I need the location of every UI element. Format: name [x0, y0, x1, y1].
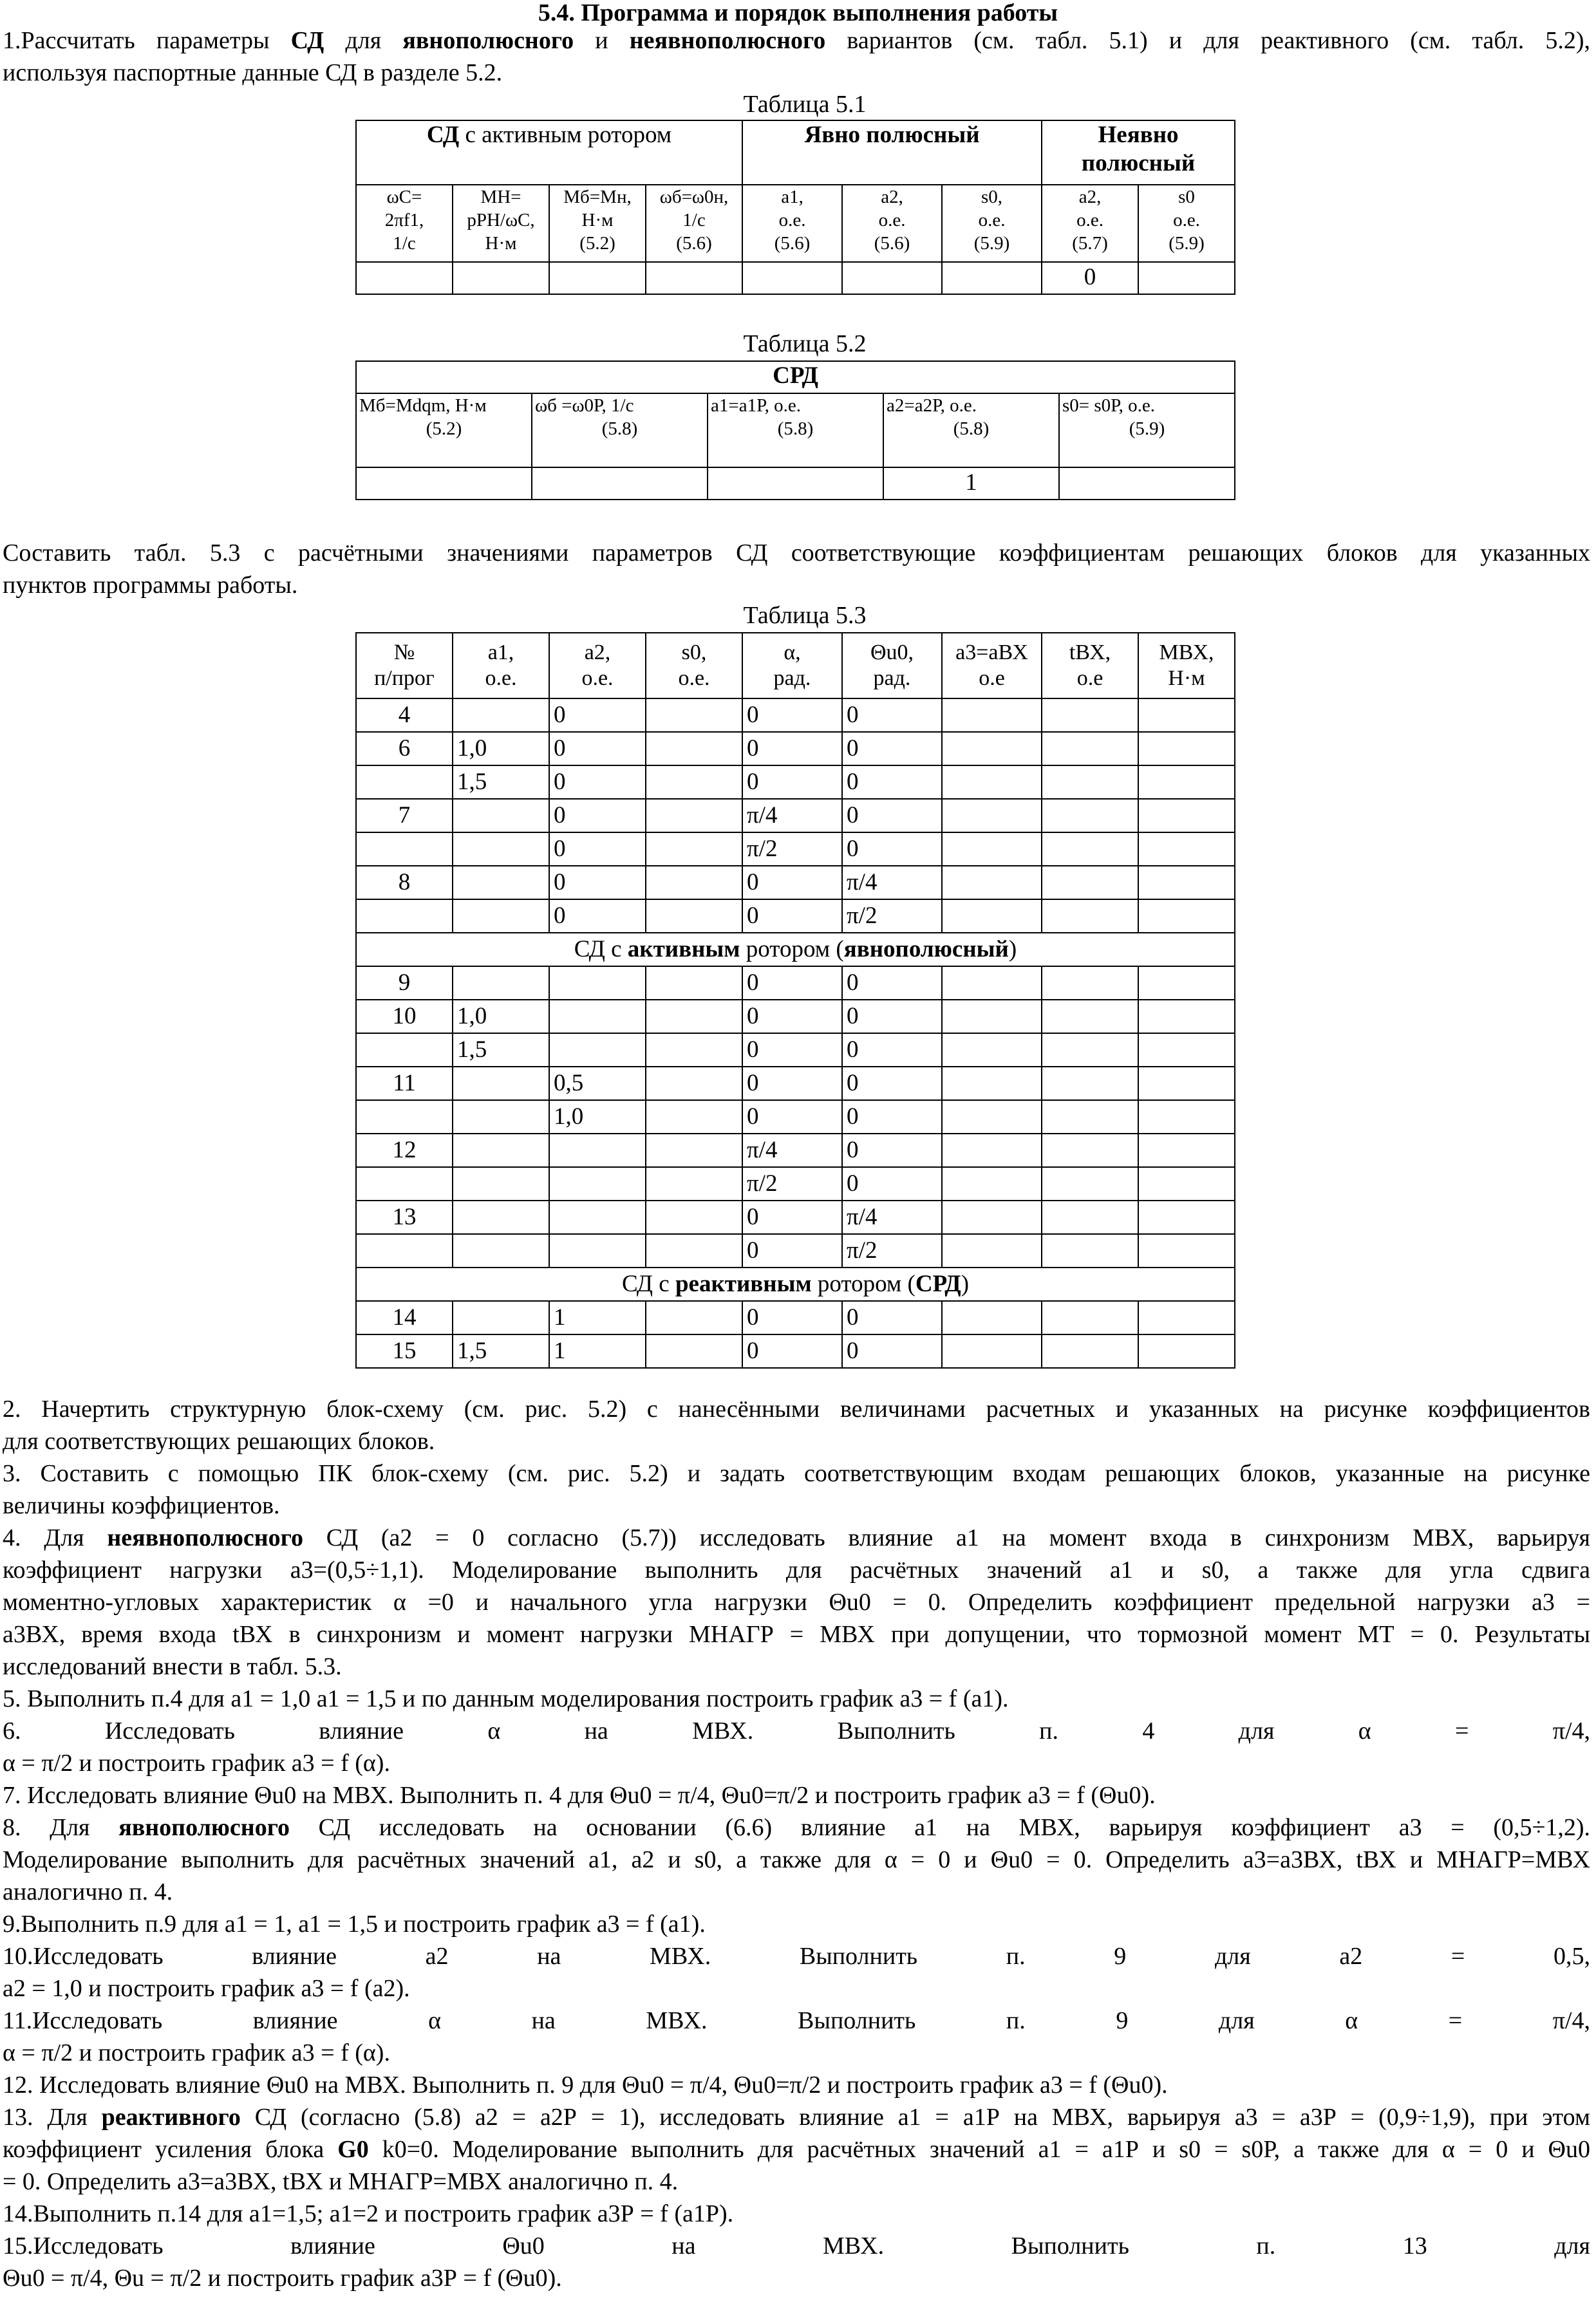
table-row: [356, 1334, 1235, 1368]
table-5-1-a2-value: 0: [1042, 262, 1138, 294]
table-row: [356, 1000, 1235, 1033]
table-5-1-group-salient: Явно полюсный: [742, 120, 1042, 185]
paragraph-compose: Составить табл. 5.3 с расчётными значениями параметров СД соответствующие коэффициентам решающих блоков для указанных пунктов программы работы.: [3, 539, 1590, 599]
table-5-3-cell-alpha: π/4: [742, 799, 842, 832]
table-5-3-cell-a1: [453, 1134, 549, 1167]
table-5-3-cell-alpha: 0: [742, 1067, 842, 1100]
table-5-1-col-header: ωС= 2πf1, 1/с: [356, 185, 453, 262]
table-5-3-cell-a1: [453, 966, 549, 1000]
table-5-3-cell-theta: 0: [842, 698, 942, 732]
section-title: 5.4. Программа и порядок выполнения работы: [538, 0, 1058, 26]
table-5-3-cell-a1: [453, 1167, 549, 1201]
table-5-3-cell-a1: [453, 1301, 549, 1334]
table-5-1-col-header: s0 о.е. (5.9): [1138, 185, 1235, 262]
table-5-3-cell-s0: [646, 1301, 742, 1334]
table-5-2-col-header: a1=a1Р, о.е. (5.8): [708, 393, 883, 467]
table-row: [356, 1301, 1235, 1334]
table-5-3-cell-alpha: 0: [742, 899, 842, 933]
table-5-3-cell-s0: [646, 1234, 742, 1268]
table-5-1-col-header: s0, о.е. (5.9): [942, 185, 1042, 262]
table-5-3-cell-s0: [646, 1201, 742, 1234]
table-5-3-cell-a2: 0: [549, 732, 646, 765]
table-5-1-col-header: a2, о.е. (5.6): [842, 185, 942, 262]
table-row: [356, 732, 1235, 765]
table-5-3-cell-s0: [646, 1067, 742, 1100]
table-5-3-cell-a1: [453, 698, 549, 732]
table-5-3-cell-a1: 1,0: [453, 732, 549, 765]
table-5-3-cell-n: [356, 1167, 453, 1201]
table-5-3-cell-alpha: 0: [742, 1234, 842, 1268]
table-row: [356, 1067, 1235, 1100]
table-5-3-cell-n: 8: [356, 866, 453, 899]
table-5-2: [355, 360, 1235, 500]
table-5-1-col-header: MН= pPН/ωС, Н·м: [453, 185, 549, 262]
table-5-3-cell-a1: [453, 1201, 549, 1234]
table-5-3-cell-s0: [646, 765, 742, 799]
table-5-3-cell-a2: [549, 1134, 646, 1167]
table-5-3-cell-s0: [646, 1167, 742, 1201]
table-5-3-cell-theta: 0: [842, 966, 942, 1000]
table-5-3-cell-alpha: π/4: [742, 1134, 842, 1167]
paragraph-8: 8. Для явнополюсного СД исследовать на основании (6.6) влияние a1 на MВХ, варьируя коэффициент a3 = (0,5÷1,2). Моделирование выполнить для расчётных значений a1, a2 и s0, а также для α = 0 и Θu0 = 0. Определить a3=a3ВХ, tВХ и MНАГР=MВХ аналогично п. 4.: [3, 1814, 1590, 1905]
table-5-3-cell-s0: [646, 832, 742, 866]
table-5-3-cell-theta: 0: [842, 1033, 942, 1067]
table-5-3-cell-a2: [549, 1033, 646, 1067]
table-5-3-cell-a2: 1: [549, 1334, 646, 1368]
table-5-3-cell-n: 11: [356, 1067, 453, 1100]
table-5-3-cell-a2: 1,0: [549, 1100, 646, 1134]
table-5-3-header-row: [356, 633, 1235, 698]
table-5-3-cell-s0: [646, 1100, 742, 1134]
paragraph-1: 1.Рассчитать параметры СД для явнополюсного и неявнополюсного вариантов (см. табл. 5.1) и для реактивного (см. табл. 5.2), используя паспортные данные СД в разделе 5.2.: [3, 27, 1590, 86]
paragraph-11: 11.Исследовать влияние α на MВХ. Выполнить п. 9 для α = π/4, α = π/2 и построить график a3 = f (α).: [3, 2007, 1590, 2066]
table-5-3-cell-a2: 0: [549, 698, 646, 732]
table-5-3-cell-theta: 0: [842, 1100, 942, 1134]
table-5-3-cell-a1: [453, 832, 549, 866]
table-5-3-cell-theta: 0: [842, 1067, 942, 1100]
table-5-3: [355, 632, 1235, 1369]
table-5-3-cell-theta: π/4: [842, 1201, 942, 1234]
table-5-3-cell-n: 15: [356, 1334, 453, 1368]
table-5-3-cell-alpha: 0: [742, 1033, 842, 1067]
table-5-3-cell-a2: 0: [549, 899, 646, 933]
table-5-3-cell-n: 14: [356, 1301, 453, 1334]
table-5-3-cell-theta: π/2: [842, 1234, 942, 1268]
table-row: [356, 1100, 1235, 1134]
paragraph-13: 13. Для реактивного СД (согласно (5.8) a2 = a2Р = 1), исследовать влияние a1 = a1Р на MВХ, варьируя a3 = a3Р = (0,9÷1,9), при этом коэффициент усиления блока G0 k0=0. Моделирование выполнить для расчётных значений a1 = a1Р и s0 = s0Р, а также для α = 0 и Θu0 = 0. Определить a3=a3ВХ, tВХ и MНАГР=MВХ аналогично п. 4.: [3, 2104, 1590, 2195]
table-5-3-cell-a2: 0,5: [549, 1067, 646, 1100]
table-5-3-col-header: tВХ, о.е: [1042, 633, 1138, 698]
table-5-3-cell-a1: [453, 866, 549, 899]
table-5-3-col-header: α, рад.: [742, 633, 842, 698]
table-5-3-cell-a2: [549, 1000, 646, 1033]
table-5-3-col-header: a1, о.е.: [453, 633, 549, 698]
table-row: [356, 899, 1235, 933]
table-5-3-cell-alpha: π/2: [742, 1167, 842, 1201]
paragraph-7: 7. Исследовать влияние Θu0 на MВХ. Выполнить п. 4 для Θu0 = π/4, Θu0=π/2 и построить график a3 = f (Θu0).: [3, 1782, 1156, 1809]
table-5-3-cell-alpha: 0: [742, 698, 842, 732]
table-5-3-cell-n: [356, 1033, 453, 1067]
table-5-3-cell-alpha: 0: [742, 866, 842, 899]
table-5-3-cell-theta: 0: [842, 832, 942, 866]
table-5-3-cell-s0: [646, 899, 742, 933]
table-5-3-cell-alpha: 0: [742, 765, 842, 799]
table-5-3-section-row: СД с активным ротором (явнополюсный): [356, 933, 1235, 966]
table-5-3-cell-theta: 0: [842, 799, 942, 832]
table-5-3-col-header: s0, о.е.: [646, 633, 742, 698]
table-row: [356, 1167, 1235, 1201]
table-row: [356, 799, 1235, 832]
table-5-3-cell-n: 13: [356, 1201, 453, 1234]
table-5-3-cell-a2: 1: [549, 1301, 646, 1334]
table-5-3-cell-s0: [646, 866, 742, 899]
table-5-2-header: СРД: [356, 361, 1235, 393]
table-5-3-cell-theta: 0: [842, 1167, 942, 1201]
table-5-3-cell-alpha: 0: [742, 1000, 842, 1033]
paragraph-15: 15.Исследовать влияние Θu0 на MВХ. Выполнить п. 13 для Θu0 = π/4, Θu = π/2 и построить график a3Р = f (Θu0).: [3, 2232, 1590, 2292]
table-5-3-cell-a1: [453, 1067, 549, 1100]
table-5-3-cell-n: 10: [356, 1000, 453, 1033]
table-5-3-cell-n: 12: [356, 1134, 453, 1167]
table-5-3-cell-theta: 0: [842, 1134, 942, 1167]
table-5-3-cell-s0: [646, 966, 742, 1000]
table-5-3-cell-n: 6: [356, 732, 453, 765]
table-row: [356, 765, 1235, 799]
table-5-3-cell-a2: [549, 1167, 646, 1201]
table-row: [356, 1134, 1235, 1167]
table-row: [356, 832, 1235, 866]
table-row: [356, 1033, 1235, 1067]
table-5-3-cell-s0: [646, 732, 742, 765]
table-5-3-cell-a1: 1,0: [453, 1000, 549, 1033]
table-5-1-caption: Таблица 5.1: [743, 91, 867, 118]
table-5-3-cell-a2: [549, 1201, 646, 1234]
table-5-3-col-header: a2, о.е.: [549, 633, 646, 698]
table-5-3-col-header: № п/прог: [356, 633, 453, 698]
table-row: [356, 966, 1235, 1000]
table-5-3-cell-a1: 1,5: [453, 765, 549, 799]
table-5-3-cell-n: [356, 765, 453, 799]
table-5-3-cell-a1: [453, 1100, 549, 1134]
table-5-3-col-header: a3=aВХ о.е: [942, 633, 1042, 698]
paragraph-2: 2. Начертить структурную блок-схему (см. рис. 5.2) с нанесёнными величинами расчетных и указанных на рисунке коэффициентов для соответствующих решающих блоков.: [3, 1396, 1590, 1455]
table-5-3-cell-alpha: 0: [742, 966, 842, 1000]
table-5-3-cell-a1: 1,5: [453, 1334, 549, 1368]
table-5-3-cell-theta: 0: [842, 1334, 942, 1368]
table-5-3-cell-theta: 0: [842, 765, 942, 799]
table-5-3-caption: Таблица 5.3: [743, 602, 867, 629]
table-5-3-cell-s0: [646, 1334, 742, 1368]
paragraph-14: 14.Выполнить п.14 для a1=1,5; a1=2 и построить график a3Р = f (a1Р).: [3, 2200, 734, 2227]
table-5-1-group-active: СД с активным ротором: [356, 120, 742, 185]
table-5-1: [355, 120, 1235, 295]
paragraph-3: 3. Составить с помощью ПК блок-схему (см. рис. 5.2) и задать соответствующим входам решающих блоков, указанные на рисунке величины коэффициентов.: [3, 1460, 1590, 1519]
table-5-2-col-header: Mб=Mdqm, Н·м (5.2): [356, 393, 532, 467]
table-5-3-cell-a2: 0: [549, 799, 646, 832]
table-5-3-cell-alpha: 0: [742, 1301, 842, 1334]
table-row: [356, 698, 1235, 732]
table-5-3-cell-s0: [646, 799, 742, 832]
table-5-3-cell-a1: [453, 799, 549, 832]
table-5-3-cell-s0: [646, 1134, 742, 1167]
table-5-2-col-header: ωб =ω0Р, 1/с (5.8): [532, 393, 708, 467]
table-5-3-cell-a2: [549, 966, 646, 1000]
table-5-3-cell-a2: [549, 1234, 646, 1268]
table-5-3-cell-n: [356, 832, 453, 866]
table-5-3-cell-alpha: 0: [742, 1100, 842, 1134]
table-5-2-a2-value: 1: [883, 467, 1059, 500]
table-5-1-group-nonsalient: Неявно полюсный: [1042, 120, 1235, 185]
paragraph-4: 4. Для неявнополюсного СД (a2 = 0 согласно (5.7)) исследовать влияние a1 на момент входа в синхронизм MВХ, варьируя коэффициент нагрузки a3=(0,5÷1,1). Моделирование выполнить для расчётных значений a1 и s0, а также для угла сдвига моментно-угловых характеристик α =0 и начального угла нагрузки Θu0 = 0. Определить коэффициент предельной нагрузки a3 = a3ВХ, время входа tВХ в синхронизм и момент нагрузки MНАГР = MВХ при допущении, что тормозной момент MТ = 0. Результаты исследований внести в табл. 5.3.: [3, 1524, 1590, 1680]
table-5-3-cell-alpha: π/2: [742, 832, 842, 866]
table-5-3-cell-n: [356, 899, 453, 933]
table-row: [356, 1201, 1235, 1234]
table-row: [356, 1234, 1235, 1268]
table-5-3-section-row: СД с реактивным ротором (СРД): [356, 1268, 1235, 1301]
table-5-3-cell-n: 7: [356, 799, 453, 832]
table-row: [356, 866, 1235, 899]
table-5-3-cell-s0: [646, 1000, 742, 1033]
table-5-3-cell-alpha: 0: [742, 1201, 842, 1234]
table-5-3-cell-theta: π/2: [842, 899, 942, 933]
table-5-3-cell-n: [356, 1234, 453, 1268]
table-5-3-cell-theta: 0: [842, 1000, 942, 1033]
table-5-3-cell-n: [356, 1100, 453, 1134]
table-5-3-cell-s0: [646, 698, 742, 732]
table-5-3-cell-a2: 0: [549, 866, 646, 899]
table-5-3-col-header: Θu0, рад.: [842, 633, 942, 698]
table-5-3-cell-theta: 0: [842, 732, 942, 765]
paragraph-9: 9.Выполнить п.9 для a1 = 1, a1 = 1,5 и построить график a3 = f (a1).: [3, 1911, 706, 1938]
table-5-1-col-header: ωб=ω0н, 1/с (5.6): [646, 185, 742, 262]
table-5-3-cell-a1: [453, 899, 549, 933]
table-5-2-caption: Таблица 5.2: [743, 330, 867, 357]
paragraph-5: 5. Выполнить п.4 для a1 = 1,0 a1 = 1,5 и по данным моделирования построить график a3 = f (a1).: [3, 1685, 1009, 1712]
table-5-2-col-header: a2=a2Р, о.е. (5.8): [883, 393, 1059, 467]
table-5-3-cell-s0: [646, 1033, 742, 1067]
paragraph-12: 12. Исследовать влияние Θu0 на MВХ. Выполнить п. 9 для Θu0 = π/4, Θu0=π/2 и построить график a3 = f (Θu0).: [3, 2072, 1168, 2099]
table-5-3-col-header: MВХ, Н·м: [1138, 633, 1235, 698]
table-5-3-cell-alpha: 0: [742, 1334, 842, 1368]
table-5-3-cell-a1: [453, 1234, 549, 1268]
table-5-3-cell-a2: 0: [549, 765, 646, 799]
paragraph-10: 10.Исследовать влияние a2 на MВХ. Выполнить п. 9 для a2 = 0,5, a2 = 1,0 и построить график a3 = f (a2).: [3, 1943, 1590, 2002]
table-5-3-cell-n: 9: [356, 966, 453, 1000]
table-5-1-col-header: Mб=Mн, Н·м (5.2): [549, 185, 646, 262]
table-5-3-cell-alpha: 0: [742, 732, 842, 765]
table-5-3-cell-n: 4: [356, 698, 453, 732]
table-5-1-col-header: a1, о.е. (5.6): [742, 185, 842, 262]
paragraph-6: 6. Исследовать влияние α на MВХ. Выполнить п. 4 для α = π/4, α = π/2 и построить график a3 = f (α).: [3, 1717, 1590, 1777]
table-5-3-cell-a2: 0: [549, 832, 646, 866]
table-5-3-cell-theta: 0: [842, 1301, 942, 1334]
table-5-1-col-header: a2, о.е. (5.7): [1042, 185, 1138, 262]
table-5-3-cell-a1: 1,5: [453, 1033, 549, 1067]
table-5-2-col-header: s0= s0Р, о.е. (5.9): [1059, 393, 1235, 467]
table-5-3-cell-theta: π/4: [842, 866, 942, 899]
